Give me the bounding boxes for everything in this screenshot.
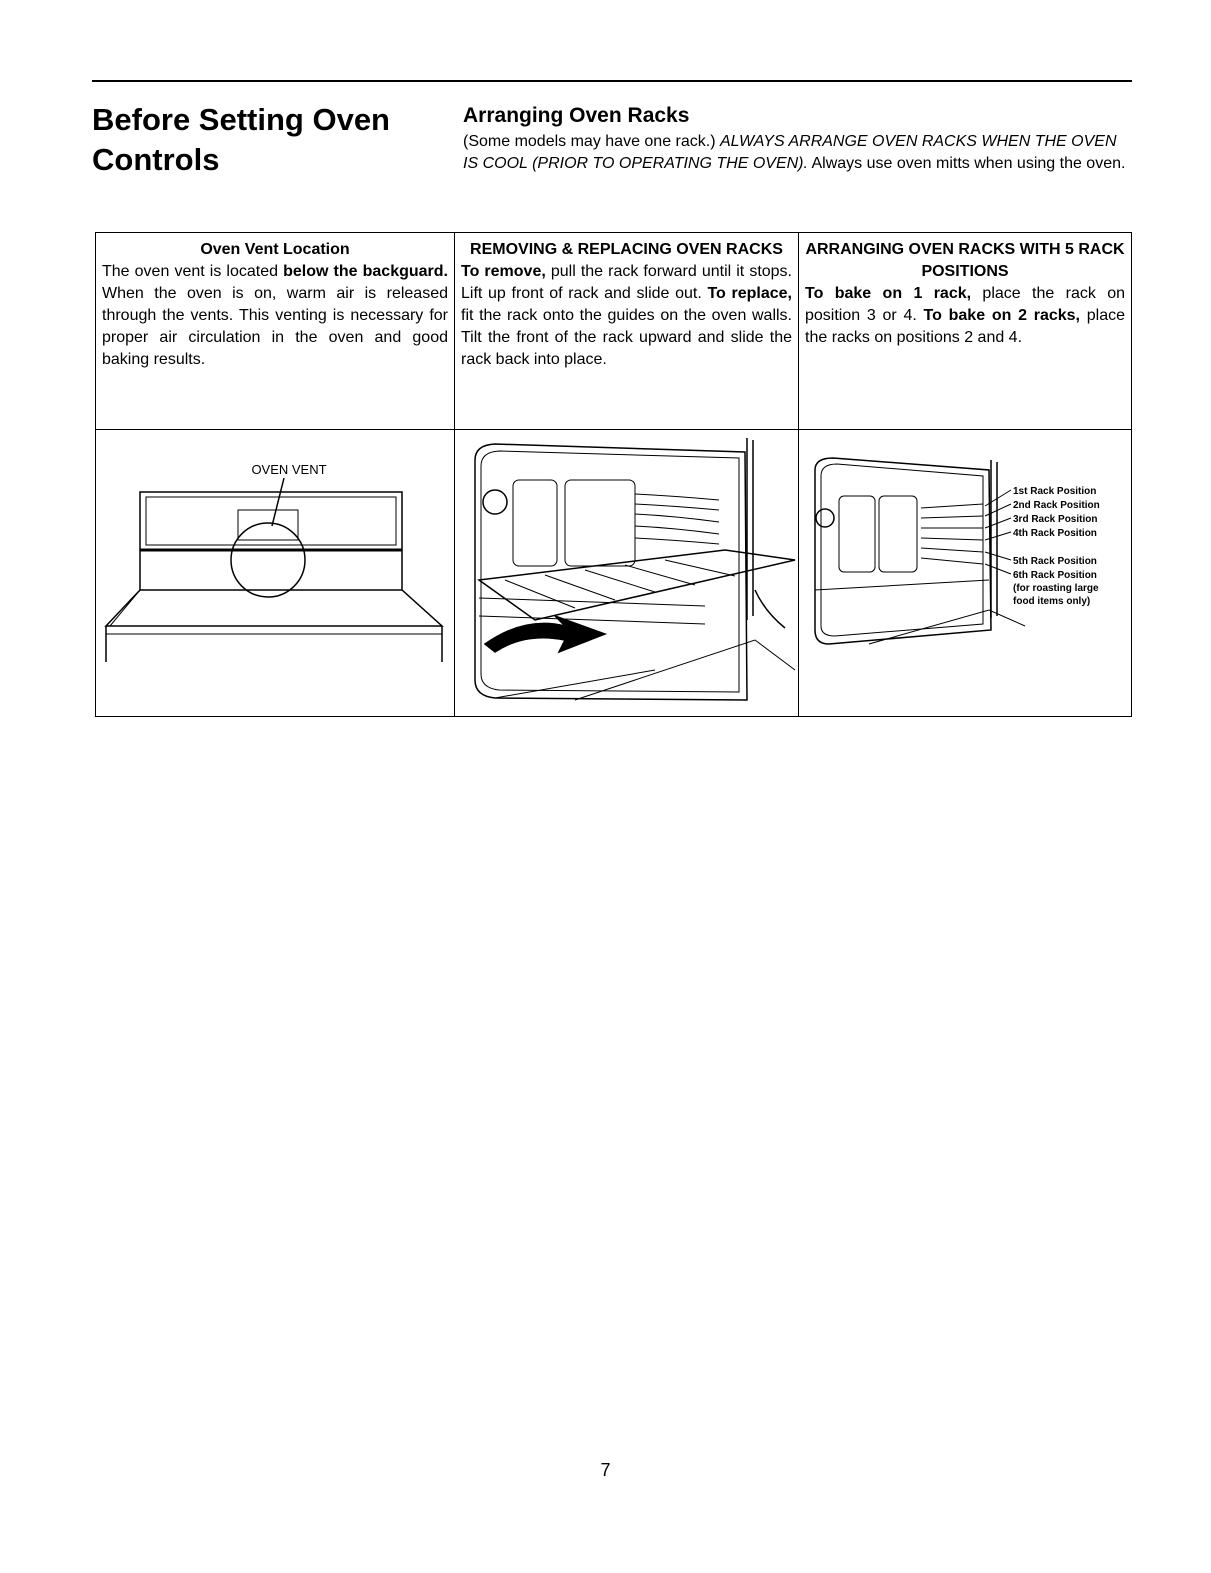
removing-text-2: fit the rack onto the guides on the oven walls. Tilt the front of the rack upward and slide the rack back into place.: [461, 307, 792, 368]
rack-positions-figure-cell: [799, 430, 1132, 717]
vent-figure-cell: [96, 430, 455, 717]
vent-text-2: When the oven is on, warm air is released through the vents. This venting is necessary for proper air circulation in the oven and good baking results.: [102, 285, 448, 368]
rack-position-2: 2nd Rack Position: [1013, 500, 1100, 511]
arranging-text-2: place the racks on positions 2 and 4.: [805, 307, 1125, 346]
arranging-cell: [799, 233, 1132, 430]
page-number: 7: [600, 1460, 611, 1480]
oven-vent-label: OVEN VENT: [251, 462, 327, 477]
arranging-heading: ARRANGING OVEN RACKS WITH 5 RACK POSITIONS: [805, 241, 1125, 280]
intro-paragraph: [463, 131, 1133, 175]
arranging-bold-2: To bake on 2 racks,: [923, 307, 1081, 324]
removing-bold-1: To remove,: [461, 263, 546, 280]
info-table: [95, 232, 1132, 717]
vent-cell: [96, 233, 455, 430]
intro-text-2: Always use oven mitts when using the oven.: [807, 155, 1126, 172]
vent-bold-1: below the backguard.: [283, 263, 448, 280]
rack-positions-illustration: [799, 430, 1129, 714]
section-title: Arranging Oven Racks: [463, 104, 690, 127]
vent-pointer-line: [272, 478, 284, 526]
vent-heading: Oven Vent Location: [200, 241, 350, 258]
rack-position-3: 3rd Rack Position: [1013, 514, 1098, 525]
rack-position-5: 5th Rack Position: [1013, 556, 1097, 567]
oven-light-icon: [483, 490, 507, 514]
rack-removal-figure-cell: [455, 430, 799, 717]
slide-out-arrow-icon: [485, 616, 605, 652]
range-backguard-illustration: [96, 430, 452, 714]
vent-highlight-circle: [231, 523, 305, 597]
vent-body: [102, 261, 448, 371]
rack-removal-illustration: [455, 430, 796, 714]
intro-warning: ALWAYS ARRANGE OVEN RACKS WHEN THE OVEN IS COOL (PRIOR TO OPERATING THE OVEN).: [463, 133, 1117, 172]
removing-heading: REMOVING & REPLACING OVEN RACKS: [470, 241, 783, 258]
arranging-body: [805, 283, 1125, 349]
rack-position-6-note-2: food items only): [1013, 596, 1091, 607]
top-rule: [92, 80, 1132, 82]
arranging-text-1: place the rack on position 3 or 4.: [805, 285, 1125, 324]
rack-position-6: 6th Rack Position: [1013, 570, 1097, 581]
removing-body: [461, 261, 792, 371]
intro-text-1: (Some models may have one rack.): [463, 133, 720, 150]
rack-position-1: 1st Rack Position: [1013, 486, 1097, 497]
removing-bold-2: To replace,: [707, 285, 792, 302]
removing-cell: [455, 233, 799, 430]
rack-position-6-note-1: (for roasting large: [1013, 583, 1099, 594]
rack-position-4: 4th Rack Position: [1013, 528, 1097, 539]
vent-text-1: The oven vent is located: [102, 263, 284, 280]
arranging-bold-1: To bake on 1 rack,: [805, 285, 972, 302]
removing-text-1: pull the rack forward until it stops. Lift up front of rack and slide out.: [461, 263, 792, 302]
page-title: Before Setting Oven Controls: [92, 102, 390, 177]
